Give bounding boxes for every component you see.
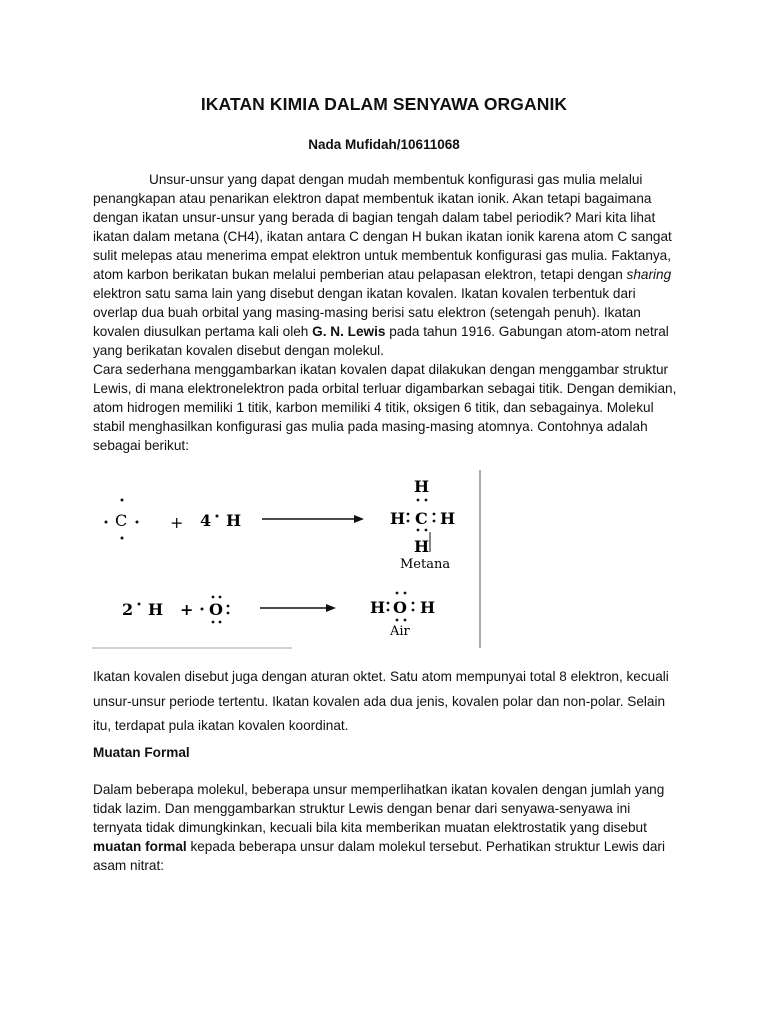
paragraph-formal-charge [93,780,683,875]
oxygen-symbol: O [209,600,223,619]
electron-dot [219,596,222,599]
paragraph-intro-text-2: elektron satu sama lain yang disebut dengan ikatan kovalen. Ikatan kovalen terbentuk dari overlap dua buah orbital yang masing-masing berisi satu elektron (setengah penuh). Ikatan kovalen diusulkan pertama kali oleh [93,286,641,339]
electron-dot [138,603,141,606]
paragraph-intro-text-1: Unsur-unsur yang dapat dengan mudah membentuk konfigurasi gas mulia melalui penangkapan atau penarikan elektron dapat membentuk ikatan ionik. Akan tetapi bagaimana dengan ikatan unsur-unsur yang berada di bagian tengah dalam tabel periodik? Mari kita lihat ikatan dalam metana (CH4), ikatan antara C dengan H bukan ikatan ionik karena atom C sangat sulit melepas atau menerima empat elektron untuk membentuk konfigurasi gas mulia. Faktanya, atom karbon berikatan bukan melalui pemberian atau pelapasan elektron, tetapi dengan [93,172,672,282]
electron-dot [425,529,428,532]
reaction-arrowhead [326,604,336,612]
electron-dot [121,499,124,502]
electron-dot [407,513,410,516]
plus-sign: + [180,600,194,619]
electron-dot [396,592,399,595]
electron-dot [404,619,407,622]
electron-dot [425,499,428,502]
electron-dot [212,596,215,599]
hydrogen-symbol: H [226,511,242,530]
electron-dot [407,520,410,523]
electron-dot [227,605,230,608]
electron-dot [404,592,407,595]
paragraph-formal-charge-text-1: Dalam beberapa molekul, beberapa unsur memperlihatkan ikatan kovalen dengan jumlah yang tidak lazim. Dan menggambarkan struktur Lewis dengan benar dari senyawa-senyawa ini ternyata tidak dimungkinkan, kecuali bila kita memberikan muatan elektrostatik yang disebut [93,782,665,835]
methane-carbon: C [415,509,428,528]
electron-dot [136,521,139,524]
electron-dot [219,621,222,624]
electron-dot [412,609,415,612]
electron-dot [412,602,415,605]
document-title: IKATAN KIMIA DALAM SENYAWA ORGANIK [200,94,568,114]
methane-h-right: H [440,509,456,528]
paragraph-intro [93,170,683,455]
methane-reaction [105,477,456,572]
water-label: Air [390,624,410,639]
paragraph-formal-charge-text-2: kepada beberapa unsur dalam molekul tersebut. Perhatikan struktur Lewis dari asam nitrat: [93,839,665,873]
methane-h-bottom: H [414,537,430,556]
paragraph-intro-bold: G. N. Lewis [312,324,386,339]
water-oxygen: O [393,598,407,617]
electron-dot [417,529,420,532]
document-author: Nada Mufidah/10611068 [308,137,460,152]
paragraph-octet: Ikatan kovalen disebut juga dengan aturan oktet. Satu atom mempunyai total 8 elektron, kecuali unsur-unsur periode tertentu. Ikatan kovalen ada dua jenis, kovalen polar dan non-polar. Selain itu, terdapat pula ikatan kovalen koordinat. [93,669,669,733]
electron-dot [121,537,124,540]
electron-dot [433,513,436,516]
water-h-right: H [420,598,436,617]
reaction-arrowhead [354,515,364,523]
electron-dot [433,520,436,523]
electron-dot [105,521,108,524]
water-reaction [122,592,435,639]
hydrogen-coefficient: 4 [200,511,212,530]
hydrogen-coefficient: 2 [122,600,134,619]
methane-h-left: H [390,509,406,528]
electron-dot [212,621,215,624]
paragraph-lewis: Cara sederhana menggambarkan ikatan kovalen dapat dilakukan dengan menggambar struktur Lewis, di mana elektronelektron pada orbital terluar digambarkan sebagai titik. Dengan demikian, atom hidrogen memiliki 1 titik, karbon memiliki 4 titik, oksigen 6 titik, dan sebagainya. Molekul stabil menghasilkan konfigurasi gas mulia pada masing-masing atomnya. Contohnya adalah sebagai berikut: [93,362,677,453]
electron-dot [417,499,420,502]
section-heading-muatan-formal: Muatan Formal [93,745,190,760]
lewis-structure-figure [92,470,492,655]
electron-dot [396,619,399,622]
paragraph-intro-emphasis: sharing [626,267,672,282]
methane-h-top: H [414,477,430,496]
paragraph-formal-charge-bold: muatan formal [93,839,187,854]
electron-dot [387,609,390,612]
electron-dot [227,612,230,615]
plus-sign: + [170,513,184,532]
hydrogen-symbol: H [148,600,164,619]
methane-label: Metana [400,557,451,572]
electron-dot [387,602,390,605]
paragraph-intro-text-3: pada tahun 1916. Gabungan atom-atom netral yang berikatan kovalen disebut dengan molekul. [93,324,669,358]
carbon-symbol: C [115,511,128,530]
water-h-left: H [370,598,386,617]
electron-dot [216,515,219,518]
electron-dot [201,608,204,611]
